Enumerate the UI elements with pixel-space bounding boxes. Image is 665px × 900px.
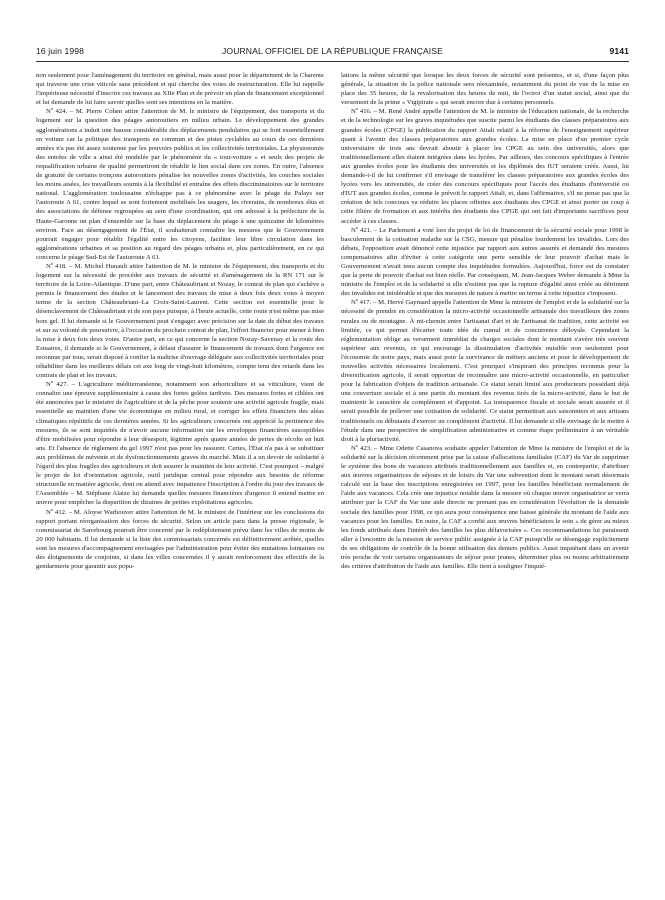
paragraph: Nº 412. – M. Aloyse Warhouver attire l'attention de M. le ministre de l'intérieur sur les conclusions du rapport portant réorganisation des forces de sécurité. Selon un article paru dans la presse régionale, le commissariat de Sarrebourg pourrait être concerné par le redéploiement prévu dans les villes de moins de 20 000 habitants. Il lui demande si la liste des commissariats concernés est définitivement arrêtée, quelles sont les mesures d'accompagnement envisagées par l'administration pour éviter des mutations lointaines ou des éloignements de conjoints, si dans les villes concernées il y aurait renforcement des effectifs de la gendarmerie pour garantir aux popu- (36, 508, 324, 571)
paragraph: Nº 417. – M. Hervé Gaymard appelle l'attention de Mme la ministre de l'emploi et de la solidarité sur la nécessité de prendre en considération la micro-activité occasionnelle artisanale des travailleurs des zones rurales ou de montagne. À mi-chemin entre l'artisanat d'art et de l'artisanat de tradition, cette activité est limitée, ce qui permet d'écarter toute idée de cumul et de concurrence déloyale. Cependant la réglementation oblige au versement immédiat de charges sociales dont le montant s'avère très souvent supérieur aux revenus, ce qui encourage la dissimulation d'activités nuisible non seulement pour l'économie de notre pays, mais aussi pour la survivance de métiers anciens et pour le développement de nouvelles activités nécessaires localement. C'est pourquoi s'inspirant des principes reconnus pour la diversification agricole, il serait opportun de reconnaître une micro-activité occasionnelle, en particulier pour la fabrication d'objets de tradition artisanale. Ce statut serait limité aux producteurs possédant déjà une couverture sociale et à une partie du montant des revenus tirés de la micro-activité, dans le but de maintenir le caractère de complément et d'appoint. La transparence fiscale et sociale serait assurée et il serait possible de prélever une cotisation de solidarité. Ce statut permettrait aux saisonniers et aux artisans traditionnels ou débutants d'exercer un complément d'activité. Il lui demande si elle envisage de le mettre à l'étude dans une perspective de simplification administrative et comme étape préliminaire à un véritable droit à la pluriactivité. (341, 299, 629, 443)
journal-title: JOURNAL OFFICIEL DE LA RÉPUBLIQUE FRANÇAISE (222, 46, 443, 56)
header-date: 16 juin 1998 (36, 46, 85, 56)
paragraph: Nº 427. – L'agriculture méditerranéenne, notamment son arboriculture et sa viticulture, vient de connaître une épreuve supplémentaire à cause des fortes gelées tardives. Des mesures fortes et ciblées ont été annoncées par le ministre de l'agriculture et de la pêche pour soutenir une activité agricole fragile, mais essentielle au maintien d'une vie économique en milieu rural, et corriger les effets financiers des aléas climatiques répétitifs de ces dernières années. Si les agriculteurs concernés ont apprécié la pertinence des mesures, ils se sont inquiétés de n'avoir aucune information sur les enveloppes financières susceptibles d'être mobilisées pour répondre à leur désespoir, légitime après quatre années de pertes de récolte en huit ans. Et l'absence de règlement du gel 1997 n'est pas pour les rassurer. Certes, l'État n'a pas à se substituer aux problèmes de mévente et de dysfonctionnements graves du marché. Mais il a un devoir de solidarité à l'égard des plus fragiles des agriculteurs et doit assurer le maintien de leur activité. C'est pourquoi – malgré le projet de loi d'orientation agricole, outil juridique central pour répondre aux besoins de réforme structurelle en matière agricole, dont on attend avec impatience l'inscription à l'ordre du jour des travaux de l'Assemblée – M. Stéphane Alaize lui demande quelles mesures financières d'urgence il entend mettre en œuvre pour empêcher la disparition de dizaines de petites exploitations agricoles. (36, 381, 324, 507)
right-column (341, 71, 629, 879)
header-rule (36, 61, 629, 62)
paragraph: non seulement pour l'aménagement du territoire en général, mais aussi pour le département de la Charente qui traverse une crise viticole sans précédent et qui cherche des voies de restructuration. Elle lui rappelle l'impérieuse nécessité d'inscrire ces travaux au XIIe Plan et de prévoir un plan de financement exceptionnel et lui demande de lui faire savoir quelles sont ses intentions en la matière. (36, 72, 324, 107)
paragraph: Nº 424. – M. Pierre Cohen attire l'attention de M. le ministre de l'équipement, des transports et du logement sur la question des péages autoroutiers en milieu urbain. Le développement des grandes agglomérations a induit une hausse considérable des déplacements pendulaires qui se font essentiellement en voiture car la politique des transports en commun et des pistes cyclables au cours de ces dernières années n'a pas été assez soutenue par les pouvoirs publics et les collectivités territoriales. La physionomie des entrées de ville a ainsi été modelée par le phénomène du « tout-voiture » et seuls des projets de requalification urbaine de qualité permettront de rétablir le lien social dans ces zones. En outre, l'absence de gratuité de certains tronçons autoroutiers pénalise les nouvelles zones d'activités, les couches sociales les moins aisées, les travailleurs soumis à la flexibilité et entraîne des effets discriminatoires sur le territoire national. L'agglomération toulousaine n'échappe pas à ce phénomène avec le péage du Palays sur l'autoroute A 61, contre lequel se sont fortement mobilisés les usagers, les riverains, de nombreux élus et des associations de défense regroupées au sein d'une coordination, qui ont adressé à la préfecture de la Haute-Garonne un plan d'ensemble sur la base du déplacement du péage à une quinzaine de kilomètres environ. Face au désengagement de l'État, il souhaiterait connaître les mesures que le Gouvernement pourrait engager pour rétablir l'égalité entre les citoyens, faciliter leur libre circulation dans les agglomérations urbaines et sa position au regard des péages urbains et, plus particulièrement, en ce qui concerne le péage Sud-Est de l'autoroute A 61. (36, 108, 324, 261)
paragraph: Nº 416. – M. René André appelle l'attention de M. le ministre de l'éducation nationale, de la recherche et de la technologie sur les graves inquiétudes que suscite parmi les étudiants des classes préparatoires aux grandes écoles (CPGE) la publication du rapport Attali relatif à la réforme de l'enseignement supérieur quant à l'avenir des classes préparatoires aux grandes écoles. La mise en place d'un premier cycle universitaire de trois ans devrait aboutir à placer les CPGE au sein des universités, alors que traditionnellement elles étaient intégrées dans les lycées. Par ailleurs, des concours spécifiques à l'entrée aux grandes écoles pour les étudiants des universités et les diplômés des IUT seraient créés. Aussi, lui demande-t-il de lui confirmer s'il envisage de transférer les classes préparatoires aux grandes écoles des lycées vers les universités, de créer des concours spécifiques pour l'accès des étudiants d'université ou d'IUT aux grandes écoles, comme le prévoit le rapport Attali, et, dans l'affirmative, s'il ne pense pas que la création de tels concours va réduire les places offertes aux étudiants des CPGE et ainsi porter un coup à cette filière de formation et aux intérêts des étudiants des CPGE qui ont fait d'importants sacrifices pour accéder à ces classes. (341, 108, 629, 225)
paragraph: Nº 418. – M. Michel Hunault attire l'attention de M. le ministre de l'équipement, des transports et du logement sur la nécessité de procéder aux travaux de sécurité et d'aménagement de la RN 171 sur le territoire de la Loire-Atlantique. D'une part, entre Châteaubriant et Nozay, le contrat de plan qui s'achève a permis le financement des études et le lancement des travaux de mise à deux fois deux voies à moyen terme de la section Châteaubriant–La Croix-Saint-Laurent. Cette section est essentielle pour le désenclavement de Châteaubriant et de son pays puisque, à l'heure actuelle, cette route n'est même pas mise hors gel. Il lui demande si le Gouvernement peut s'engager avec précision sur la date de début des travaux et sur sa volonté de poursuivre, à l'occasion du prochain contrat de plan, l'effort financier pour mener à bien la mise à deux fois deux voies. D'autre part, en ce qui concerne la section Nozay–Savenay et la route des Estuaires, il demande si le Gouvernement, à défaut d'assurer le financement de travaux dont l'urgence est reconnue par tous, serait disposé à confier la maîtrise d'ouvrage déléguée aux collectivités territoriales pour réhabiliter dans les meilleurs délais cet axe long de vingt-huit kilomètres, compte tenu des retards dans les contrats de plan et les travaux. (36, 262, 324, 380)
left-column (36, 71, 324, 879)
paragraph: lations la même sécurité que lorsque les deux forces de sécurité sont présentes, et si, d'une façon plus générale, la situation de la police nationale sera réexaminée, notamment du point de vue de la mise en place des 35 heures, de la revalorisation des heures de nuit, de l'octroi d'un statut social, ainsi que du versement de la prime « Vigipirate » qui serait encore due à certains personnels. (341, 72, 629, 107)
paragraph: Nº 423. – Mme Odette Casanova souhaite appeler l'attention de Mme la ministre de l'emploi et de la solidarité sur la décision récemment prise par la caisse d'allocations familiales (CAF) du Var de supprimer le système des bons de vacances attribués traditionnellement aux familles et, en contrepartie, d'attribuer aux œuvres organisatrices de séjours et de loisirs du Var une subvention dont le montant serait désormais calculé sur la base des inscriptions enregistrées en 1997, pour les familles bénéficiant normalement de l'aide aux vacances. Cela crée une injustice notable dans la mesure où chaque œuvre organisatrice se verra attribuer par la CAF du Var une aide directe ne prenant pas en considération l'évolution de la demande sociale des familles pour 1998, ce qui aura pour conséquence une baisse générale du montant de l'aide aux vacances pour les familles. En outre, la CAF a confié aux œuvres bénéficiaires le soin « de gérer au mieux les fonds attribués dans l'intérêt des familles les plus défavorisées ». Ces recommandations lui paraissent aller à l'encontre de la mission de service public assignée à la CAF puisqu'elle se désengage explicitement de ses obligations de contrôle de la bonne utilisation des deniers publics. Aussi inquiétant dans un avenir très proche de voir certains organisateurs de séjour pour jeunes, déterminer plus ou moins arbitrairement des critères d'attribution de l'aide aux familles. Elle tient à souligner l'inquié- (341, 444, 629, 571)
page-number: 9141 (609, 46, 629, 56)
page-header (36, 46, 629, 62)
paragraph: Nº 421. – Le Parlement a voté lors du projet de loi de financement de la sécurité sociale pour 1998 le basculement de la cotisation maladie sur la CSG, mesure qui pénalise lourdement les invalides. Lors des débats, l'opposition avait dénoncé cette injustice par rapport aux autres assurés et demandé des mesures compensatoires afin d'éviter à cette catégorie une perte sensible de leur pouvoir d'achat mais le Gouvernement n'avait tenu aucun compte des inquiétudes formulées. Aujourd'hui, force est de constater que la perte de pouvoir d'achat est bien réelle. Par conséquent, M. Jean-Jacques Weber demande à Mme la ministre de l'emploi et de la solidarité si elle n'estime pas que la rupture d'égalité ainsi créée au détriment des invalides est intolérable et que des mesures de nature à mettre un terme à cette injustice s'imposent. (341, 226, 629, 298)
